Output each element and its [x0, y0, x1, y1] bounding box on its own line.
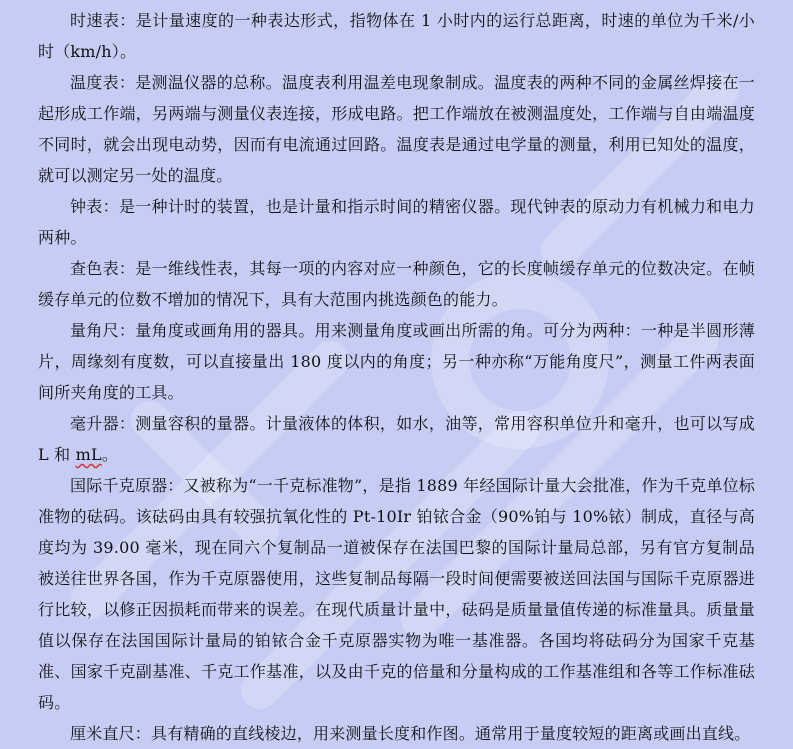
term-label: 温度表：	[70, 73, 136, 92]
definition-text: 是一种计时的装置，也是计量和指示时间的精密仪器。现代钟表的原动力有机械力和电力两种。	[38, 197, 755, 247]
paragraph-international-prototype-kilogram	[38, 470, 755, 718]
term-label: 钟表：	[70, 197, 119, 216]
term-label: 量角尺：	[70, 321, 136, 340]
paragraph-color-lookup-table	[38, 253, 755, 315]
term-label: 国际千克原器：	[70, 476, 184, 495]
definition-text: 是计量速度的一种表达形式，指物体在 1 小时内的运行总距离，时速的单位为千米/小时（km/h）。	[38, 11, 755, 61]
paragraph-centimeter-ruler	[38, 718, 755, 749]
definition-tail: 。	[101, 445, 119, 464]
spellcheck-flagged-word: mL	[75, 445, 102, 464]
paragraph-milliliter-measure	[38, 408, 755, 470]
definition-text: 量角度或画角用的器具。用来测量角度或画出所需的角。可分为两种：一种是半圆形薄片，周缘刻有度数，可以直接量出 180 度以内的角度；另一种亦称“万能角度尺”，测量工件两表面间所夹角度的工具。	[38, 321, 755, 402]
term-label: 查色表：	[70, 259, 136, 278]
paragraph-speedometer	[38, 5, 755, 67]
term-label: 时速表：	[70, 11, 136, 30]
paragraph-protractor	[38, 315, 755, 408]
term-label: 厘米直尺：	[70, 724, 152, 743]
term-label: 毫升器：	[70, 414, 136, 433]
paragraph-clock	[38, 191, 755, 253]
definition-text: 是一维线性表，其每一项的内容对应一种颜色，它的长度帧缓存单元的位数决定。在帧缓存单元的位数不增加的情况下，具有大范围内挑选颜色的能力。	[38, 259, 755, 309]
definition-text: 是测温仪器的总称。温度表利用温差电现象制成。温度表的两种不同的金属丝焊接在一起形成工作端，另两端与测量仪表连接，形成电路。把工作端放在被测温度处，工作端与自由端温度不同时，就会出现电动势，因而有电流通过回路。温度表是通过电学量的测量，利用已知处的温度，就可以测定另一处的温度。	[38, 73, 755, 185]
definition-text: 又被称为“一千克标准物”，是指 1889 年经国际计量大会批准，作为千克单位标准物的砝码。该砝码由具有较强抗氧化性的 Pt-10Ir 铂铱合金（90%铂与 10%铱）制成，直径与高度均为 39.00 毫米，现在同六个复制品一道被保存在法国巴黎的国际计量局总部，另有官方复制品被送往世界各国，作为千克原器使用，这些复制品每隔一段时间便需要被送回法国与国际千克原器进行比较，以修正因损耗而带来的误差。在现代质量计量中，砝码是质量量值传递的标准量具。质量量值以保存在法国国际计量局的铂铱合金千克原器实物为唯一基准器。各国均将砝码分为国家千克基准、国家千克副基准、千克工作基准，以及由千克的倍量和分量构成的工作基准组和各等工作标准砝码。	[38, 476, 755, 712]
paragraph-thermometer	[38, 67, 755, 191]
definition-text: 测量容积的量器。计量液体的体积，如水，油等，常用容积单位升和毫升，也可以写成 L 和	[38, 414, 755, 464]
definition-text: 具有精确的直线棱边，用来测量长度和作图。通常用于量度较短的距离或画出直线。	[151, 724, 751, 743]
